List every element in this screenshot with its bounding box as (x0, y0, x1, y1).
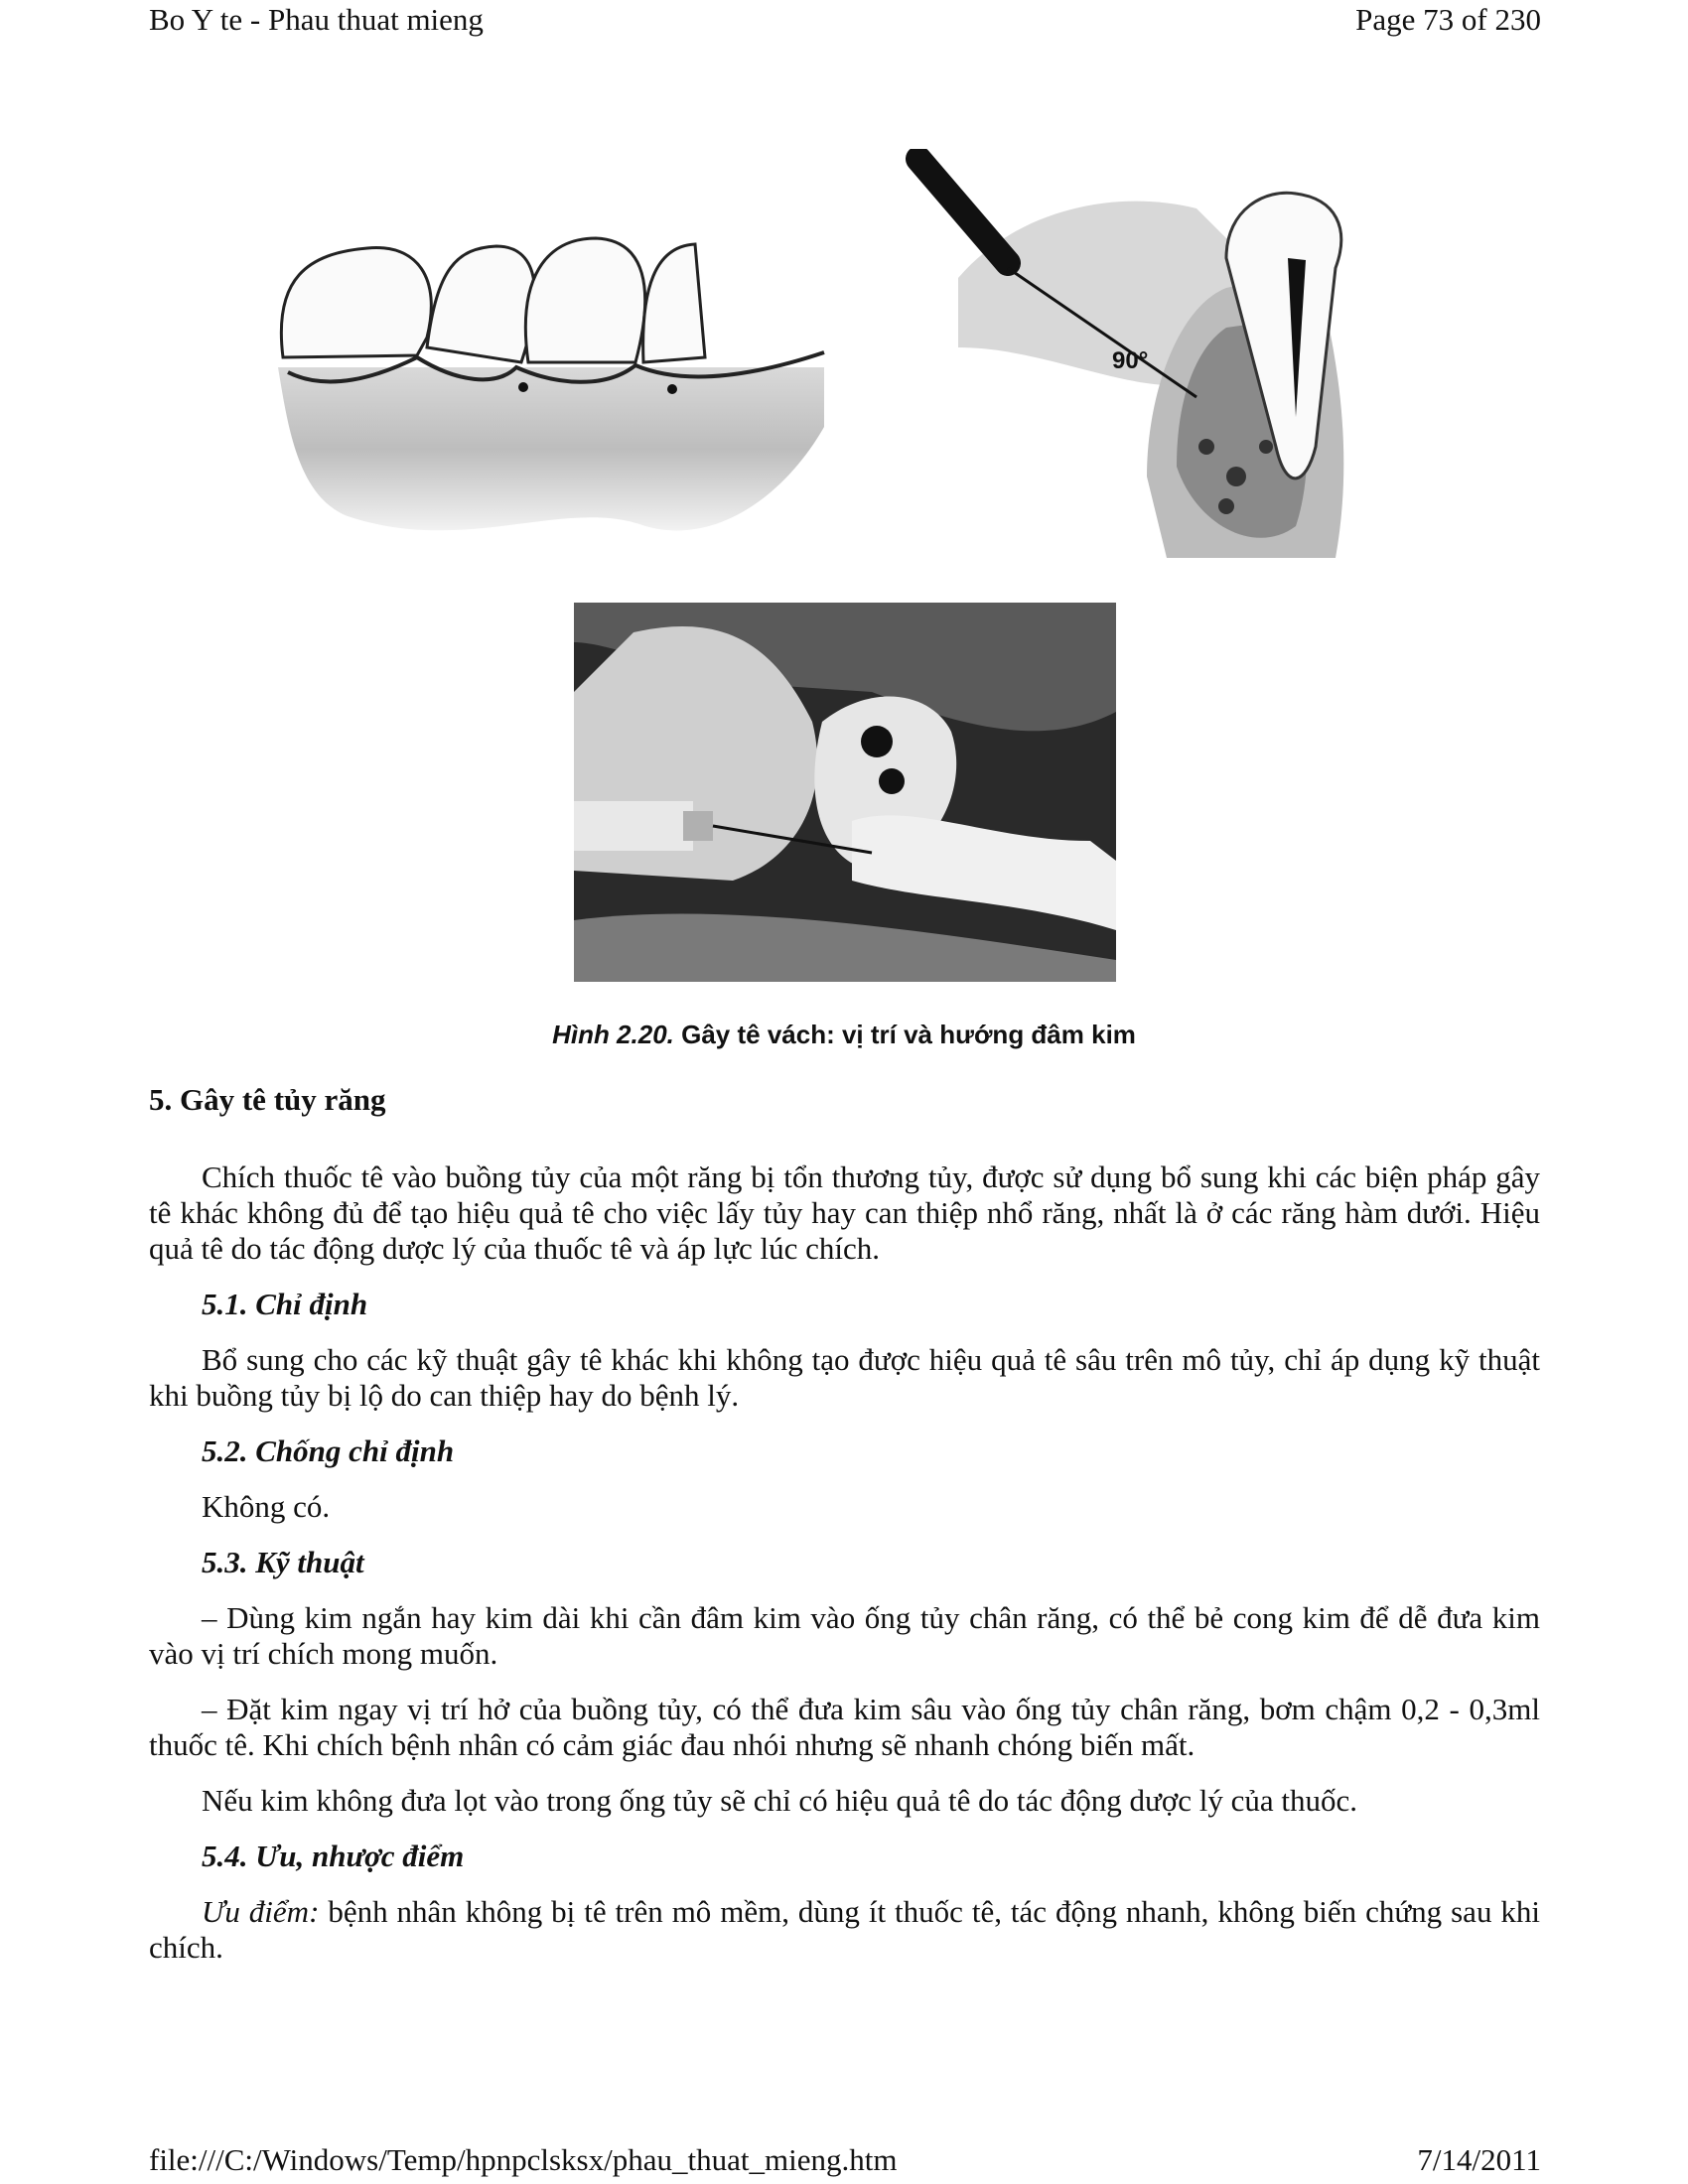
figure-caption-text: Gây tê vách: vị trí và hướng đâm kim (673, 1020, 1136, 1049)
footer-file-path: file:///C:/Windows/Temp/hpnpclsksx/phau_thuat_mieng.htm (149, 2142, 898, 2177)
section-title: 5. Gây tê tủy răng (149, 1082, 386, 1117)
footer-date: 7/14/2011 (1417, 2142, 1541, 2177)
subsection-title-technique: 5.3. Kỹ thuật (202, 1545, 364, 1579)
gum-illustration (268, 169, 844, 596)
indications-text: Bổ sung cho các kỹ thuật gây tê khác khi không tạo được hiệu quả tê sâu trên mô tủy, chỉ áp dụng kỹ thuật khi buồng tủy bị lộ do can thiệp hay do bệnh lý. (149, 1342, 1540, 1413)
advantages-text (149, 1894, 1540, 1966)
subsection-title-pros-cons: 5.4. Ưu, nhược điểm (202, 1839, 465, 1873)
contraindications-text: Không có. (202, 1489, 331, 1524)
advantages-body: bệnh nhân không bị tê trên mô mềm, dùng ít thuốc tê, tác động nhanh, không biến chứng sau khi chích. (149, 1894, 1540, 1965)
subsection-title-contraindications: 5.2. Chống chỉ định (202, 1433, 455, 1468)
figure-caption-number: Hình 2.20. (552, 1020, 674, 1049)
subsection-title-indications: 5.1. Chỉ định (202, 1287, 368, 1321)
needle-cross-section-illustration (899, 149, 1415, 558)
clinical-injection-photo (574, 603, 1116, 982)
technique-item: – Dùng kim ngắn hay kim dài khi cần đâm kim vào ống tủy chân răng, có thể bẻ cong kim để dễ đưa kim vào vị trí chích mong muốn. (149, 1600, 1540, 1671)
technique-note: Nếu kim không đưa lọt vào trong ống tủy sẽ chỉ có hiệu quả tê do tác động dược lý của thuốc. (202, 1783, 1358, 1818)
page-number: Page 73 of 230 (1355, 2, 1541, 37)
figure-caption (149, 1019, 1539, 1050)
section-intro: Chích thuốc tê vào buồng tủy của một răng bị tổn thương tủy, được sử dụng bổ sung khi các biện pháp gây tê khác không đủ để tạo hiệu quả tê cho việc lấy tủy hay can thiệp nhổ răng, nhất là ở các răng hàm dưới. Hiệu quả tê do tác động dược lý của thuốc tê và áp lực lúc chích. (149, 1160, 1540, 1266)
advantages-label: Ưu điểm: (202, 1894, 320, 1929)
angle-label: 90° (1112, 347, 1149, 374)
technique-item: – Đặt kim ngay vị trí hở của buồng tủy, có thể đưa kim sâu vào ống tủy chân răng, bơm chậm 0,2 - 0,3ml thuốc tê. Khi chích bệnh nhân có cảm giác đau nhói nhưng sẽ nhanh chóng biến mất. (149, 1692, 1540, 1762)
header-title: Bo Y te - Phau thuat mieng (149, 2, 484, 37)
body-content (149, 1080, 1540, 1985)
